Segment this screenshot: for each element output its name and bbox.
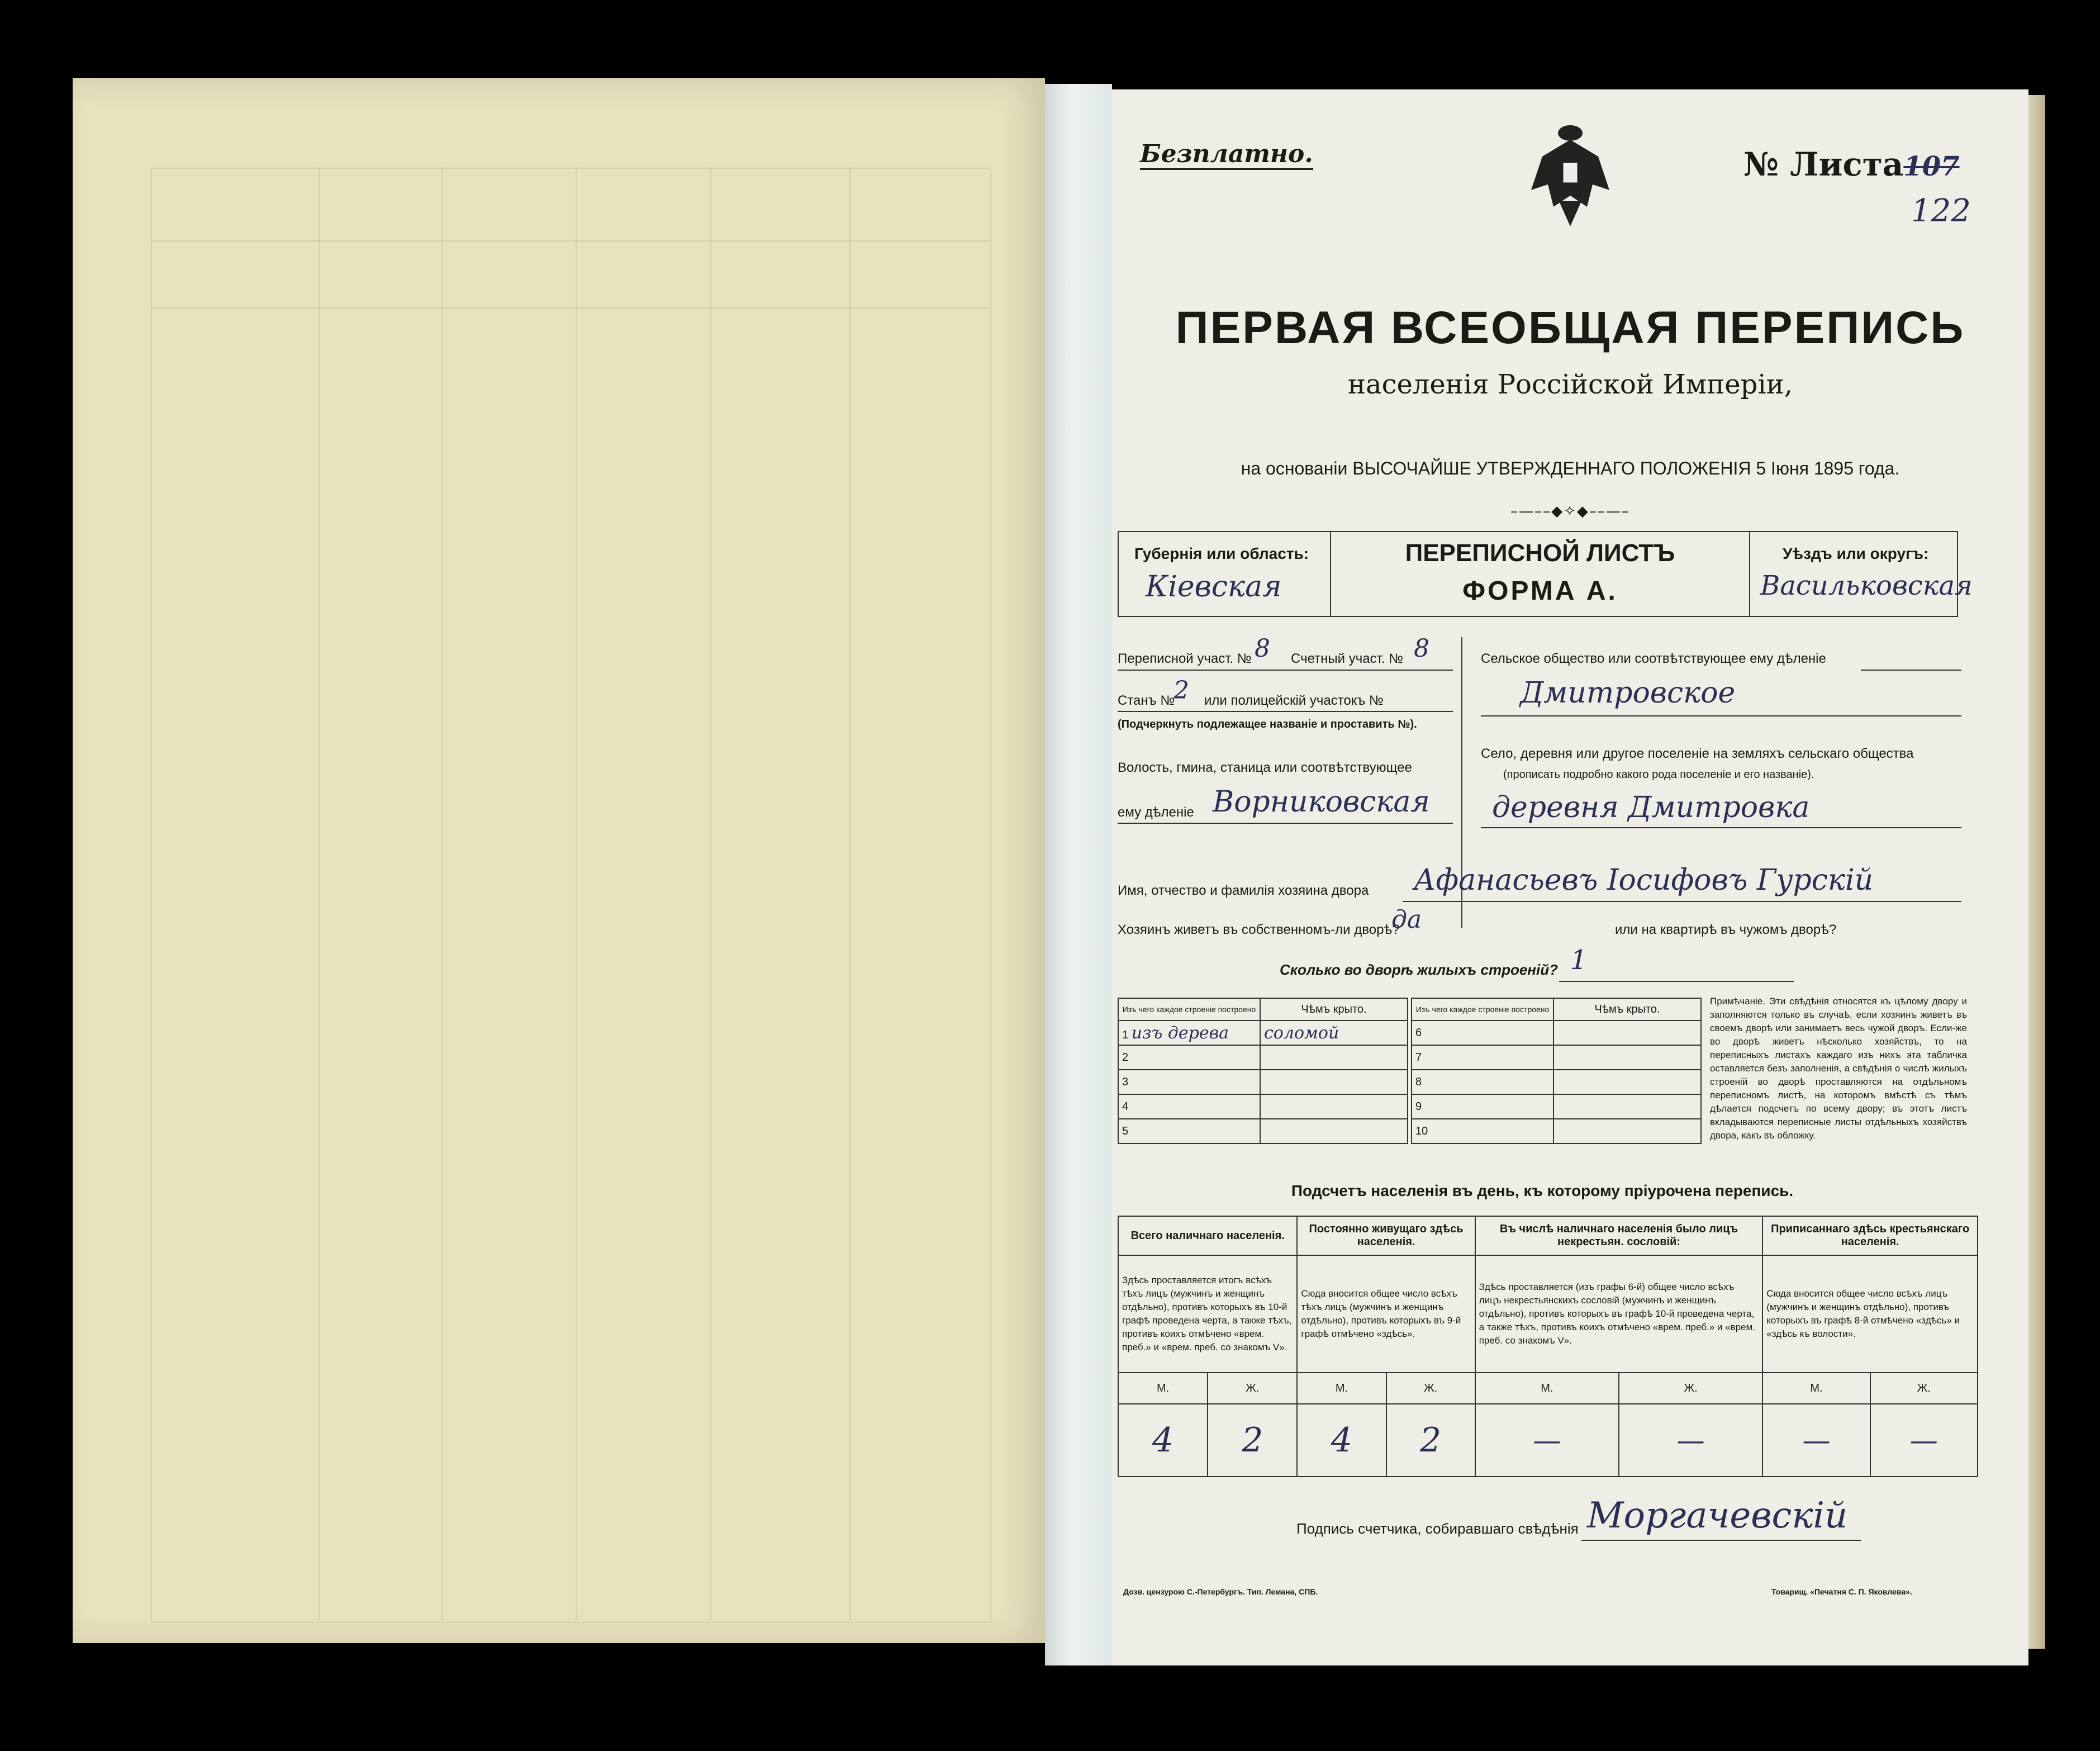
perepis-uchast-label: Переписной участ. № [1118,651,1252,666]
table-row: 2 [1118,1045,1260,1070]
col-zh: Ж. [1208,1373,1297,1404]
left-page-ghost-grid [151,168,989,447]
selskoe-value: Дмитровское [1520,676,1736,710]
form-subtitle-box: ФОРМА А. [1462,576,1618,606]
nonpeasant-zh-value: — [1619,1404,1762,1477]
free-label: Безплатно. [1140,140,1313,170]
col-m: М. [1475,1373,1619,1404]
count-header-permanent: Постоянно живущаго здѣсь населенія. [1297,1216,1475,1255]
book-spine [1045,84,1112,1665]
sheet-label: № Листа [1743,145,1904,183]
selo-label: Село, деревня или другое поселеніе на земляхъ сельскаго общества [1481,746,1914,761]
selskoe-label: Сельское общество или соотвѣтствующее ему дѣленіе [1481,651,1826,666]
table-row: 8 [1412,1070,1553,1094]
peasant-zh-value: — [1870,1404,1978,1477]
stan-label: Станъ № [1118,693,1175,708]
stan-value: 2 [1173,676,1189,705]
buildings-table-left: Изъ чего каждое строеніе построено Чѣмъ крыто. 1 изъ дерева соломой 2 3 4 5 [1118,998,1408,1144]
uezd-label: Уѣздъ или округъ: [1783,545,1929,562]
printer-right: Товарищ. «Печатня С. П. Яковлева». [1771,1587,1912,1596]
police-label: или полицейскій участокъ № [1204,693,1384,708]
rent-yard-label: или на квартирѣ въ чужомъ дворѣ? [1615,922,1837,937]
sheet-number-label [1743,145,1960,183]
census-form-page [1112,89,2028,1665]
selo-value: деревня Дмитровка [1492,791,1810,824]
buildings-col-roof: Чѣмъ крыто. [1260,998,1408,1021]
table-row: 5 [1118,1119,1260,1143]
form-main-title: ПЕРВАЯ ВСЕОБЩАЯ ПЕРЕПИСЬ [1175,302,1965,353]
count-desc-nonpeasant: Здѣсь проставляется (изъ графы 6-й) общее число всѣхъ лицъ некрестьянскихъ сословій (мужчинъ и женщинъ отдѣльно), противъ которыхъ въ графѣ 10-й проведена черта, а также тѣхъ, противъ коихъ отмѣчено «врем. преб.» и «врем. преб. со знакомъ V». [1475,1255,1763,1373]
form-basis-line: на основаніи ВЫСОЧАЙШЕ УТВЕРЖДЕННАГО ПОЛОЖЕНІЯ 5 Іюня 1895 года. [1241,458,1900,478]
gubernia-label: Губернія или область: [1134,545,1309,562]
printer-left: Дозв. цензурою С.-Петербургъ. Тип. Лемана, СПБ. [1123,1587,1318,1596]
count-title: Подсчетъ населенія въ день, къ которому пріурочена перепись. [1291,1182,1794,1199]
total-zh-value: 2 [1208,1404,1297,1477]
col-m: М. [1297,1373,1386,1404]
count-desc-total: Здѣсь проставляется итогъ всѣхъ тѣхъ лицъ (мужчинъ и женщинъ отдѣльно), противъ которыхъ въ 10-й графѣ проведена черта, а также тѣхъ, противъ коихъ отмѣчено «врем. преб.» и «врем. преб. со знакомъ V». [1118,1255,1297,1373]
table-row: 7 [1412,1045,1553,1070]
own-yard-label: Хозяинъ живетъ въ собственномъ-ли дворѣ? [1118,922,1400,937]
ornament-divider: –—––◆✧◆––—– [1510,503,1630,520]
permanent-zh-value: 2 [1386,1404,1475,1477]
own-yard-value: да [1391,905,1422,934]
table-row: 9 [1412,1094,1553,1119]
right-page-edge [2028,95,2045,1649]
volost-label: Волость, гмина, станица или соотвѣтствующее [1118,760,1412,775]
buildings-note: Примѣчаніе. Эти свѣдѣнія относятся къ цѣлому двору и заполняются только въ случаѣ, если хозяинъ живетъ въ своемъ дворѣ или занимаетъ весь чужой дворъ. Если-же во дворѣ живетъ нѣсколько хозяйствъ, то на переписныхъ листахъ каждаго изъ нихъ эта табличка оставляется безъ заполненія, а свѣдѣнія о числѣ жилыхъ строеній во дворѣ проставляются на отдѣльномъ переписномъ листѣ, на которомъ вмѣстѣ съ тѣмъ дѣлается подсчетъ по всему двору; въ этотъ листъ вкладываются переписные листы отдѣльныхъ хозяйствъ двора, какъ въ обложку. [1710,996,1967,1141]
table-row: 3 [1118,1070,1260,1094]
left-page [73,78,1045,1643]
col-zh: Ж. [1386,1373,1475,1404]
buildings-table-right: Изъ чего каждое строеніе построено Чѣмъ крыто. 6 7 8 9 10 [1411,998,1702,1144]
underline-note: (Подчеркнуть подлежащее названіе и проставить №). [1118,718,1417,730]
count-header-peasant: Приписаннаго здѣсь крестьянскаго населенія. [1762,1216,1978,1255]
col-zh: Ж. [1870,1373,1978,1404]
coat-of-arms-icon [1526,123,1615,229]
col-m: М. [1118,1373,1208,1404]
uezd-value: Васильковская [1760,570,1973,601]
count-desc-peasant: Сюда вносится общее число всѣхъ лицъ (мужчинъ и женщинъ отдѣльно), противъ которыхъ въ графѣ 8-й отмѣчено «здѣсь» и «здѣсь къ волости». [1762,1255,1978,1373]
count-desc-permanent: Сюда вносится общее число всѣхъ тѣхъ лицъ (мужчинъ и женщинъ отдѣльно), противъ которыхъ въ 9-й графѣ отмѣчено «здѣсь». [1297,1255,1475,1373]
gubernia-value: Кіевская [1146,570,1282,604]
total-m-value: 4 [1118,1404,1208,1477]
form-title-box: ПЕРЕПИСНОЙ ЛИСТЪ [1405,539,1675,567]
table-row: 6 [1412,1021,1553,1045]
owner-name-label: Имя, отчество и фамилія хозяина двора [1118,883,1369,898]
volost-value: Ворниковская [1213,785,1430,819]
table-row: 10 [1412,1119,1553,1143]
col-zh: Ж. [1619,1373,1762,1404]
count-header-nonpeasant: Въ числѣ наличнаго населенія было лицъ некрестьян. сословій: [1475,1216,1763,1255]
nonpeasant-m-value: — [1475,1404,1619,1477]
signature-value: Моргачевскій [1587,1495,1848,1536]
peasant-m-value: — [1762,1404,1870,1477]
signature-label: Подпись счетчика, собиравшаго свѣдѣнія [1296,1520,1579,1537]
buildings-col-material: Изъ чего каждое строеніе построено [1118,998,1260,1021]
table-row: 4 [1118,1094,1260,1119]
volost-label-2: ему дѣленіе [1118,805,1194,820]
sheet-handwritten-number: 122 [1911,193,1971,229]
perepis-uchast-value: 8 [1255,634,1270,663]
buildings-count-value: 1 [1570,945,1588,976]
count-header-total: Всего наличнаго населенія. [1118,1216,1297,1255]
col-m: М. [1762,1373,1870,1404]
owner-name-value: Афанасьевъ Іосифовъ Гурскій [1414,863,1874,897]
schetny-value: 8 [1414,634,1429,663]
population-count-table [1118,1216,1978,1477]
permanent-m-value: 4 [1297,1404,1386,1477]
building-1-material: изъ дерева [1131,1023,1229,1043]
schetny-label: Счетный участ. № [1291,651,1403,666]
sheet-struck-number: 107 [1903,151,1960,182]
selo-note: (прописать подробно какого рода поселеніе и его названіе). [1503,768,1814,781]
building-1-roof: соломой [1260,1021,1408,1045]
buildings-count-label: Сколько во дворѣ жилыхъ строеній? [1280,961,1558,978]
form-subtitle: населенія Россійской Имперіи, [1348,369,1793,400]
